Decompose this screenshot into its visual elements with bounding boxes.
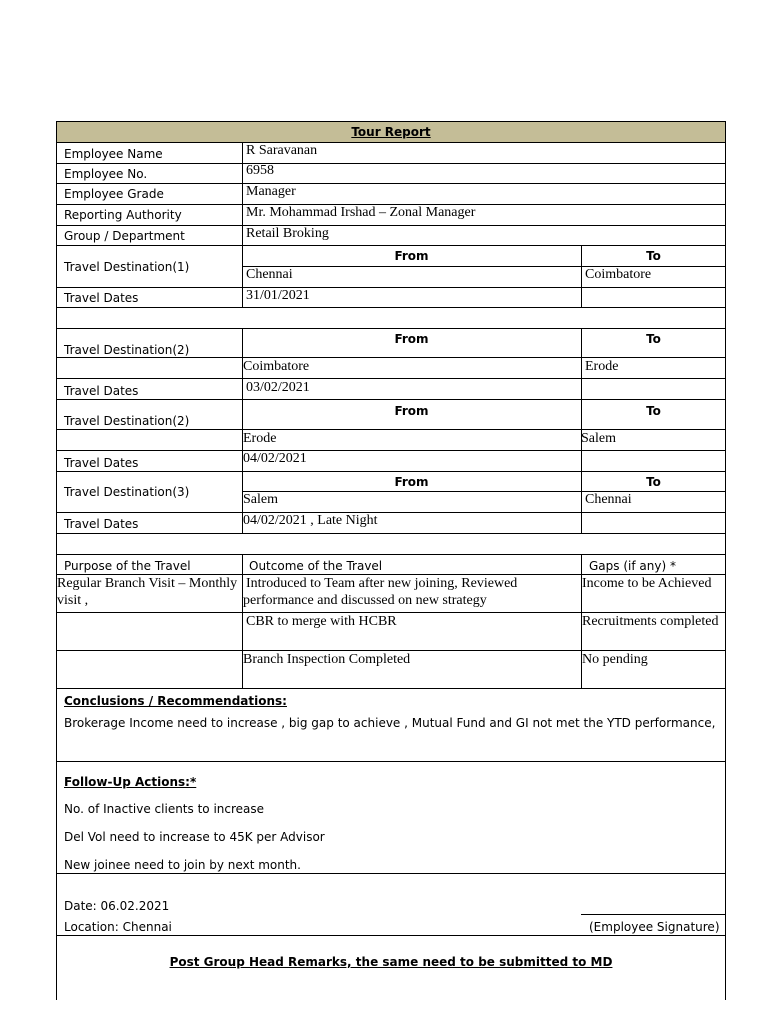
post-group-head-remarks: Post Group Head Remarks, the same need to be submitted to MD	[169, 955, 613, 969]
from-header: From	[394, 404, 429, 418]
travel-dates-value: 03/02/2021	[246, 380, 310, 395]
travel-dates-value: 31/01/2021	[246, 288, 310, 303]
conclusions-heading: Conclusions / Recommendations:	[64, 694, 287, 708]
employee-no-value: 6958	[246, 163, 274, 178]
from-value: Chennai	[246, 267, 293, 282]
from-value: Erode	[243, 431, 277, 446]
to-header: To	[646, 404, 661, 418]
followup-item: New joinee need to join by next month.	[64, 858, 301, 872]
report-date: Date: 06.02.2021	[64, 899, 170, 913]
travel-dates-label: Travel Dates	[64, 456, 139, 470]
to-value: Erode	[585, 359, 619, 374]
to-header: To	[646, 332, 661, 346]
travel-dates-label: Travel Dates	[64, 384, 139, 398]
travel-destination-label: Travel Destination(2)	[64, 343, 190, 357]
followup-item: Del Vol need to increase to 45K per Advisor	[64, 830, 325, 844]
to-header: To	[646, 475, 661, 489]
followup-item: No. of Inactive clients to increase	[64, 802, 265, 816]
from-header: From	[394, 332, 429, 346]
conclusions-text: Brokerage Income need to increase , big gap to achieve , Mutual Fund and GI not met the YTD performance,	[64, 716, 716, 730]
travel-dates-label: Travel Dates	[64, 517, 139, 531]
outcome-cell: Branch Inspection Completed	[243, 652, 411, 667]
from-value: Coimbatore	[243, 359, 310, 374]
report-location: Location: Chennai	[64, 920, 172, 934]
travel-dates-value: 04/02/2021	[243, 451, 307, 466]
travel-dates-value: 04/02/2021 , Late Night	[243, 513, 378, 528]
travel-destination-label: Travel Destination(1)	[64, 260, 190, 274]
to-header: To	[646, 249, 661, 263]
reporting-authority-label: Reporting Authority	[64, 208, 182, 222]
employee-signature-label: (Employee Signature)	[589, 920, 720, 934]
group-department-value: Retail Broking	[246, 226, 329, 241]
employee-name-value: R Saravanan	[246, 143, 318, 158]
from-header: From	[394, 249, 429, 263]
outcome-cell: CBR to merge with HCBR	[246, 614, 397, 629]
travel-dates-label: Travel Dates	[64, 291, 139, 305]
followup-heading: Follow-Up Actions:*	[64, 775, 197, 789]
employee-name-label: Employee Name	[64, 147, 163, 161]
to-value: Chennai	[585, 492, 632, 507]
report-title: Tour Report	[351, 125, 431, 139]
reporting-authority-value: Mr. Mohammad Irshad – Zonal Manager	[246, 205, 476, 220]
gaps-header: Gaps (if any) *	[589, 559, 676, 573]
gaps-cell: Income to be Achieved	[582, 576, 712, 591]
outcome-header: Outcome of the Travel	[249, 559, 383, 573]
purpose-header: Purpose of the Travel	[64, 559, 191, 573]
employee-no-label: Employee No.	[64, 167, 148, 181]
to-value: Salem	[581, 431, 616, 446]
travel-destination-label: Travel Destination(2)	[64, 414, 190, 428]
employee-grade-value: Manager	[246, 184, 296, 199]
from-value: Salem	[243, 492, 278, 507]
purpose-cell: Regular Branch Visit – Monthly visit ,	[57, 576, 238, 608]
travel-destination-label: Travel Destination(3)	[64, 485, 190, 499]
to-value: Coimbatore	[585, 267, 652, 282]
outcome-cell: Introduced to Team after new joining, Reviewed performance and discussed on new strategy	[243, 576, 518, 608]
gaps-cell: No pending	[582, 652, 648, 667]
employee-grade-label: Employee Grade	[64, 187, 164, 201]
group-department-label: Group / Department	[64, 229, 185, 243]
gaps-cell: Recruitments completed	[582, 614, 719, 629]
from-header: From	[394, 475, 429, 489]
